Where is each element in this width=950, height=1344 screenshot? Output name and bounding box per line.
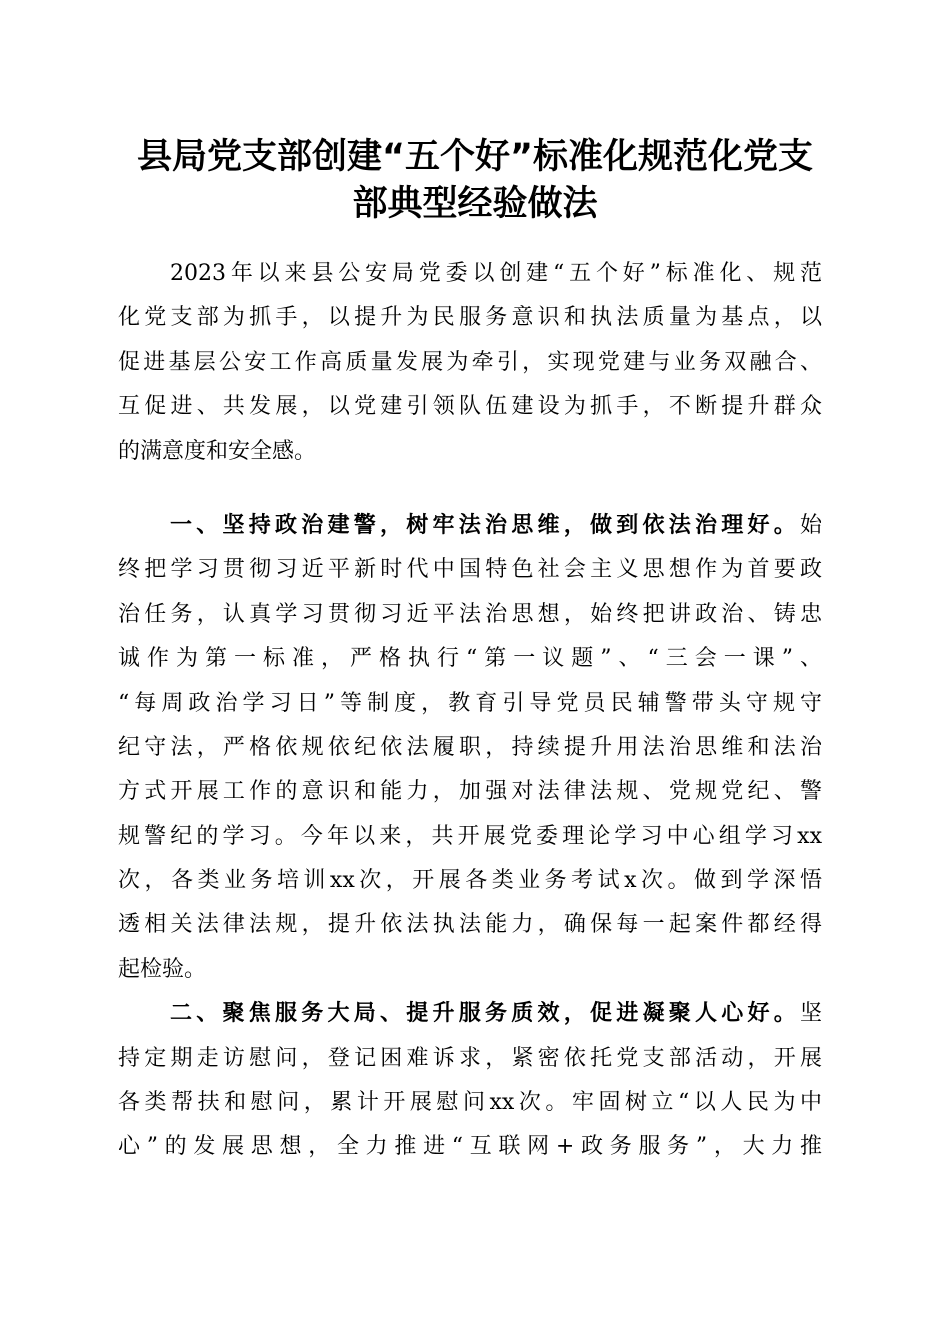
section-1-heading: 一、坚持政治建警，树牢法治思维，做到依法治理好。 (170, 512, 800, 538)
text-line: 诚作为第一标准，严格执行“第一议题”、“三会一课”、 (118, 646, 822, 672)
text-line: “每周政治学习日”等制度，教育引导党员民辅警带头守规守 (118, 690, 822, 716)
text-line: 透相关法律法规，提升依法执法能力，确保每一起案件都经得 (118, 912, 822, 938)
text-line: 终把学习贯彻习近平新时代中国特色社会主义思想作为首要政 (118, 557, 822, 583)
section-heading-line (118, 504, 822, 548)
section-2-heading: 二、聚焦服务大局、提升服务质效，促进凝聚人心好。 (170, 1001, 800, 1027)
intro-paragraph (118, 252, 822, 474)
text-line: 各类帮扶和慰问，累计开展慰问xx次。牢固树立“以人民为中 (118, 1090, 822, 1116)
document-title (100, 134, 850, 228)
text-line: 规警纪的学习。今年以来，共开展党委理论学习中心组学习xx (118, 823, 822, 849)
text-line: 互促进、共发展，以党建引领队伍建设为抓手，不断提升群众 (118, 394, 822, 420)
text-line: 心”的发展思想，全力推进“互联网+政务服务”，大力推 (118, 1134, 822, 1160)
text-line: 的满意度和安全感。 (118, 438, 317, 464)
text-line: 起检验。 (118, 956, 207, 982)
section-1-paragraph (118, 504, 822, 992)
title-line-2: 部典型经验做法 (352, 184, 598, 224)
text-line: 次，各类业务培训xx次，开展各类业务考试x次。做到学深悟 (118, 868, 822, 894)
text-line: 2023年以来县公安局党委以创建“五个好”标准化、规范 (170, 261, 822, 286)
text-line: 持定期走访慰问，登记困难诉求，紧密依托党支部活动，开展 (118, 1045, 822, 1071)
text-line: 促进基层公安工作高质量发展为牵引，实现党建与业务双融合、 (118, 349, 822, 375)
text-line: 方式开展工作的意识和能力，加强对法律法规、党规党纪、警 (118, 779, 822, 805)
text-line: 化党支部为抓手，以提升为民服务意识和执法质量为基点，以 (118, 305, 822, 331)
text-line: 纪守法，严格依规依纪依法履职，持续提升用法治思维和法治 (118, 734, 822, 760)
section-2-paragraph (118, 992, 822, 1170)
section-heading-line (118, 992, 822, 1036)
document-body (118, 252, 822, 1170)
text-fragment: 坚 (799, 1001, 822, 1027)
text-fragment: 始 (799, 512, 822, 538)
text-line: 治任务，认真学习贯彻习近平法治思想，始终把讲政治、铸忠 (118, 601, 822, 627)
title-line-1: 县局党支部创建“五个好”标准化规范化党支 (136, 137, 813, 177)
